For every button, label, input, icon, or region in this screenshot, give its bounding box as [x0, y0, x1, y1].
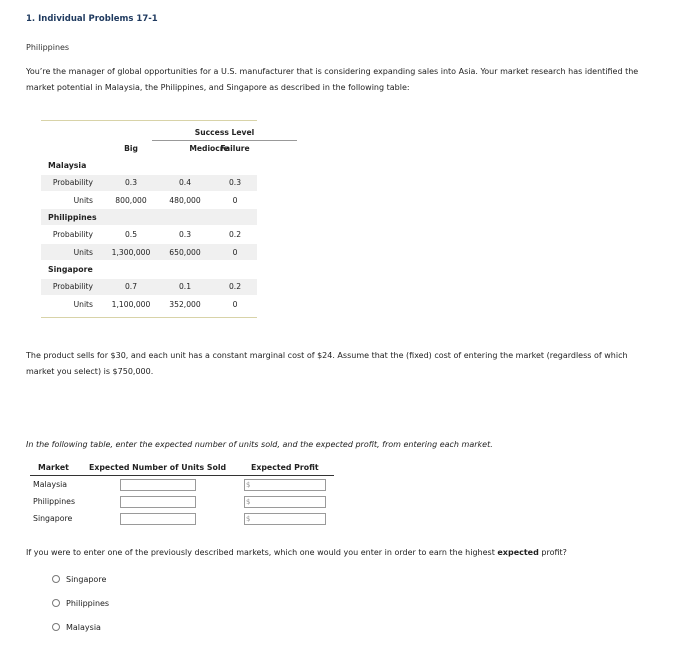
- malaysia-profit-input[interactable]: [244, 479, 326, 491]
- table-bottom-rule: [41, 317, 257, 318]
- col-header-market: Market: [38, 463, 69, 472]
- philippines-units-input[interactable]: [120, 496, 196, 508]
- philippines-prob-big: 0.5: [124, 230, 138, 239]
- row-label-units: Units: [73, 196, 93, 205]
- philippines-prob-failure: 0.2: [228, 230, 242, 239]
- country-singapore: Singapore: [48, 265, 93, 274]
- input-table-header-rule: [30, 475, 334, 476]
- row-label-units: Units: [73, 248, 93, 257]
- col-header-failure: Failure: [220, 144, 250, 153]
- market-label-philippines: Philippines: [33, 497, 76, 506]
- philippines-units-big: 1,300,000: [111, 248, 151, 257]
- dollar-sign: $: [246, 515, 251, 523]
- radio-philippines[interactable]: [52, 599, 60, 607]
- malaysia-units-big: 800,000: [115, 196, 147, 205]
- singapore-units-input[interactable]: [120, 513, 196, 525]
- malaysia-units-input[interactable]: [120, 479, 196, 491]
- cost-paragraph: The product sells for $30, and each unit has a constant marginal cost of $24. Assume that the (fixed) cost of entering the market (regardless of which market you select) is $750,000.: [26, 351, 628, 376]
- choice-label-malaysia[interactable]: Malaysia: [66, 623, 101, 632]
- col-header-expected-units: Expected Number of Units Sold: [89, 463, 227, 472]
- radio-singapore[interactable]: [52, 575, 60, 583]
- choice-label-philippines[interactable]: Philippines: [66, 599, 110, 608]
- table-top-rule: [41, 120, 257, 121]
- intro-paragraph: You’re the manager of global opportunities for a U.S. manufacturer that is considering expanding sales into Asia. Your market research has identified the market potential in Malaysia, the Philippines, and Singapore as described in the following table:: [26, 67, 639, 92]
- market-label-singapore: Singapore: [33, 514, 73, 523]
- country-malaysia: Malaysia: [48, 161, 87, 170]
- radio-malaysia[interactable]: [52, 623, 60, 631]
- dollar-sign: $: [246, 481, 251, 489]
- singapore-profit-input[interactable]: [244, 513, 326, 525]
- row-label-units: Units: [73, 300, 93, 309]
- choice-label-singapore[interactable]: Singapore: [66, 575, 107, 584]
- malaysia-units-failure: 0: [232, 196, 238, 205]
- instruction-text: In the following table, enter the expected number of units sold, and the expected profit, from entering each market.: [26, 440, 493, 449]
- singapore-prob-big: 0.7: [124, 282, 138, 291]
- singapore-units-big: 1,100,000: [111, 300, 151, 309]
- problem-subtitle: Philippines: [26, 43, 70, 52]
- col-header-big: Big: [124, 144, 138, 153]
- malaysia-prob-big: 0.3: [124, 178, 138, 187]
- header-divider: [152, 140, 297, 141]
- singapore-prob-mediocre: 0.1: [178, 282, 192, 291]
- question-prefix: If you were to enter one of the previously described markets, which one would you enter in order to earn the highest: [26, 548, 498, 557]
- market-label-malaysia: Malaysia: [33, 480, 68, 489]
- singapore-units-failure: 0: [232, 300, 238, 309]
- philippines-units-failure: 0: [232, 248, 238, 257]
- philippines-profit-input[interactable]: [244, 496, 326, 508]
- malaysia-prob-failure: 0.3: [228, 178, 242, 187]
- malaysia-units-mediocre: 480,000: [169, 196, 201, 205]
- question-emphasis: expected: [497, 548, 539, 557]
- philippines-units-mediocre: 650,000: [169, 248, 201, 257]
- singapore-units-mediocre: 352,000: [169, 300, 201, 309]
- country-philippines: Philippines: [48, 213, 97, 222]
- row-label-probability: Probability: [52, 178, 93, 187]
- philippines-prob-mediocre: 0.3: [178, 230, 192, 239]
- question-text: [26, 545, 656, 561]
- singapore-prob-failure: 0.2: [228, 282, 242, 291]
- dollar-sign: $: [246, 498, 251, 506]
- success-level-header: Success Level: [194, 128, 255, 137]
- row-label-probability: Probability: [52, 230, 93, 239]
- col-header-expected-profit: Expected Profit: [251, 463, 319, 472]
- question-suffix: profit?: [538, 548, 567, 557]
- malaysia-prob-mediocre: 0.4: [178, 178, 192, 187]
- problem-title: 1. Individual Problems 17-1: [26, 14, 158, 24]
- row-label-probability: Probability: [52, 282, 93, 291]
- col-header-mediocre: Mediocre: [189, 144, 229, 153]
